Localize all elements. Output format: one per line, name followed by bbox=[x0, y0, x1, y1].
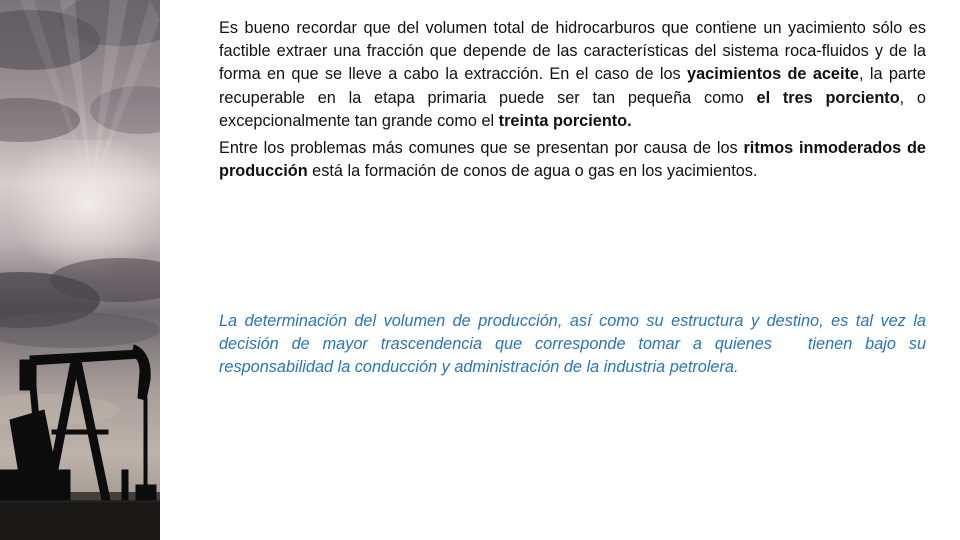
main-text bbox=[219, 17, 926, 183]
paragraph-text: Entre los problemas más comunes que se presentan por causa de los bbox=[219, 139, 744, 158]
bold-text-production-rates: ritmos inmoderados de producción bbox=[219, 139, 926, 181]
production-problems-paragraph bbox=[219, 137, 926, 183]
bold-text-three-percent: el tres porciento bbox=[756, 88, 900, 107]
paragraph-text: Es bueno recordar que del volumen total de hidrocarburos que contiene un yacimiento sólo es factible extraer una fracción que depende de las características del sistema roca-fluidos y de la forma en que se lleve a cabo la extracción. En el caso de los bbox=[219, 19, 926, 84]
recovery-paragraph bbox=[219, 17, 926, 133]
bold-text-oil-reservoirs: yacimientos de aceite bbox=[687, 65, 859, 84]
highlight-quote bbox=[219, 310, 926, 380]
paragraph-text: , la parte recuperable en la etapa primaria puede ser tan pequeña como bbox=[219, 65, 926, 107]
oil-field-sunset-photo bbox=[0, 0, 160, 540]
paragraph-text: está la formación de conos de agua o gas en los yacimientos. bbox=[307, 162, 758, 181]
quote-text: tienen bajo su responsabilidad la conducción y administración de la industria petrolera bbox=[219, 335, 926, 377]
bold-text-thirty-percent: treinta porciento. bbox=[498, 111, 632, 130]
paragraph-text: , o excepcionalmente tan grande como el bbox=[219, 88, 926, 130]
quote-period: . bbox=[733, 358, 739, 377]
quote-text: La determinación del volumen de producción, así como su estructura y destino, es tal vez la decisión de mayor trascendencia que corresponde tomar a quienes bbox=[219, 312, 926, 354]
